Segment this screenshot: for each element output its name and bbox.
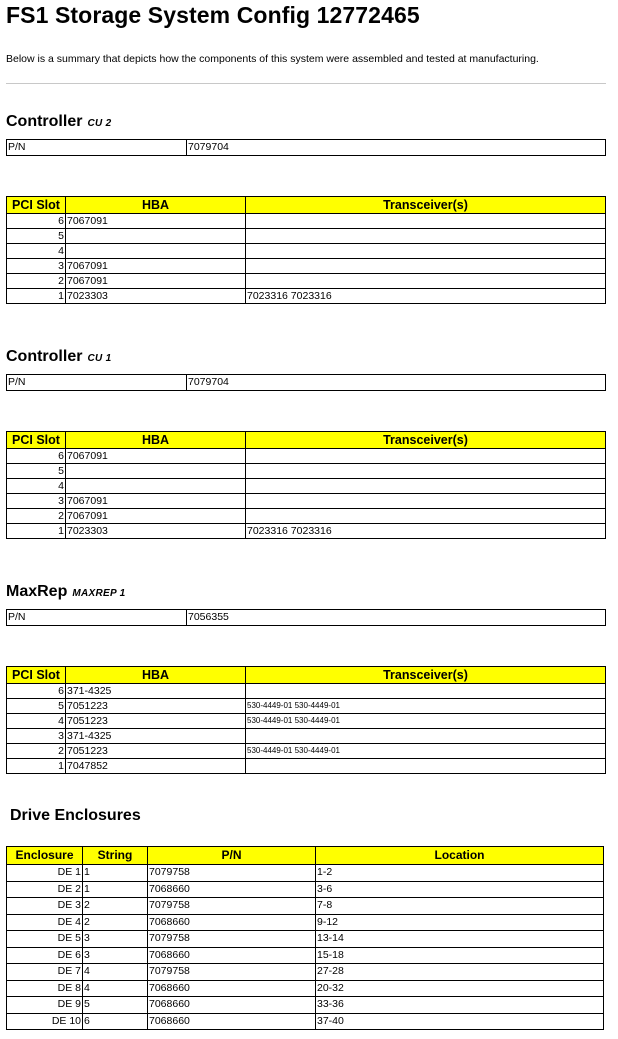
table-row	[7, 898, 604, 915]
location-cell: 33-36	[316, 997, 604, 1014]
section-title-controller-cu1	[6, 348, 111, 366]
section-sub: MAXREP 1	[72, 588, 126, 599]
pn-cell: 7068660	[148, 947, 316, 964]
transceiver-cell	[246, 729, 606, 744]
hba-cell: 7047852	[66, 759, 246, 774]
transceiver-cell: 530-4449-01 530-4449-01	[246, 714, 606, 729]
location-cell: 15-18	[316, 947, 604, 964]
section-sub: CU 2	[87, 118, 112, 129]
table-row	[7, 759, 606, 774]
transceiver-cell	[246, 464, 606, 479]
enclosure-cell: DE 9	[7, 997, 83, 1014]
slot-cell: 3	[7, 494, 66, 509]
string-cell: 6	[83, 1013, 148, 1030]
hba-cell: 7067091	[66, 274, 246, 289]
pn-value: 7079704	[187, 375, 606, 391]
pn-label: P/N	[7, 610, 187, 626]
table-row	[7, 881, 604, 898]
location-cell: 20-32	[316, 980, 604, 997]
location-cell: 3-6	[316, 881, 604, 898]
pn-label: P/N	[7, 140, 187, 156]
transceiver-cell	[246, 229, 606, 244]
slot-cell: 5	[7, 464, 66, 479]
table-row	[7, 259, 606, 274]
hba-cell: 7051223	[66, 699, 246, 714]
table-row	[7, 244, 606, 259]
hba-cell: 7067091	[66, 214, 246, 229]
enclosure-cell: DE 2	[7, 881, 83, 898]
drive-enclosures-table	[6, 846, 604, 1030]
string-cell: 1	[83, 881, 148, 898]
header-string: String	[83, 847, 148, 865]
table-row	[7, 980, 604, 997]
intro-text: Below is a summary that depicts how the components of this system were assembled and tested at manufacturing.	[6, 53, 539, 65]
pn-table-controller-cu1	[6, 374, 606, 391]
hba-cell: 7023303	[66, 289, 246, 304]
header-hba: HBA	[66, 432, 246, 449]
header-transceiver: Transceiver(s)	[246, 197, 606, 214]
pn-label: P/N	[7, 375, 187, 391]
string-cell: 3	[83, 931, 148, 948]
header-pci-slot: PCI Slot	[7, 667, 66, 684]
hba-cell	[66, 244, 246, 259]
table-row	[7, 509, 606, 524]
pn-value: 7056355	[187, 610, 606, 626]
slot-cell: 1	[7, 524, 66, 539]
slot-cell: 3	[7, 729, 66, 744]
slot-cell: 2	[7, 509, 66, 524]
slot-cell: 3	[7, 259, 66, 274]
header-transceiver: Transceiver(s)	[246, 667, 606, 684]
slot-cell: 5	[7, 699, 66, 714]
table-row	[7, 947, 604, 964]
table-header-row	[7, 847, 604, 865]
enclosure-cell: DE 8	[7, 980, 83, 997]
slot-cell: 6	[7, 684, 66, 699]
slot-cell: 4	[7, 714, 66, 729]
page-title: FS1 Storage System Config 12772465	[6, 2, 420, 28]
table-row	[7, 524, 606, 539]
header-pci-slot: PCI Slot	[7, 432, 66, 449]
pn-cell: 7079758	[148, 964, 316, 981]
header-hba: HBA	[66, 667, 246, 684]
enclosure-cell: DE 4	[7, 914, 83, 931]
table-row	[7, 375, 606, 391]
table-row	[7, 684, 606, 699]
string-cell: 2	[83, 914, 148, 931]
pn-value: 7079704	[187, 140, 606, 156]
hba-cell: 7067091	[66, 449, 246, 464]
transceiver-cell	[246, 759, 606, 774]
hba-cell: 7051223	[66, 744, 246, 759]
pn-cell: 7068660	[148, 914, 316, 931]
table-row	[7, 931, 604, 948]
table-row	[7, 449, 606, 464]
enclosure-cell: DE 5	[7, 931, 83, 948]
table-row	[7, 964, 604, 981]
header-enclosure: Enclosure	[7, 847, 83, 865]
table-row	[7, 464, 606, 479]
transceiver-cell	[246, 449, 606, 464]
header-transceiver: Transceiver(s)	[246, 432, 606, 449]
table-row	[7, 714, 606, 729]
table-row	[7, 289, 606, 304]
pn-cell: 7068660	[148, 1013, 316, 1030]
location-cell: 7-8	[316, 898, 604, 915]
table-row	[7, 699, 606, 714]
string-cell: 4	[83, 964, 148, 981]
table-row	[7, 865, 604, 882]
section-name: MaxRep	[6, 583, 68, 600]
transceiver-cell: 530-4449-01 530-4449-01	[246, 699, 606, 714]
hba-cell: 7067091	[66, 494, 246, 509]
header-pci-slot: PCI Slot	[7, 197, 66, 214]
table-row	[7, 494, 606, 509]
header-location: Location	[316, 847, 604, 865]
slot-cell: 2	[7, 274, 66, 289]
transceiver-cell	[246, 244, 606, 259]
location-cell: 1-2	[316, 865, 604, 882]
location-cell: 13-14	[316, 931, 604, 948]
table-row	[7, 229, 606, 244]
slot-cell: 4	[7, 244, 66, 259]
table-row	[7, 214, 606, 229]
section-name: Controller	[6, 348, 83, 365]
transceiver-cell: 530-4449-01 530-4449-01	[246, 744, 606, 759]
table-row	[7, 274, 606, 289]
table-header-row	[7, 197, 606, 214]
hba-cell: 371-4325	[66, 684, 246, 699]
pn-cell: 7068660	[148, 980, 316, 997]
table-header-row	[7, 667, 606, 684]
pn-table-maxrep	[6, 609, 606, 626]
slot-cell: 1	[7, 289, 66, 304]
hba-cell: 371-4325	[66, 729, 246, 744]
pci-table-maxrep	[6, 666, 606, 774]
transceiver-cell: 7023316 7023316	[246, 524, 606, 539]
header-hba: HBA	[66, 197, 246, 214]
transceiver-cell: 7023316 7023316	[246, 289, 606, 304]
pci-table-controller-cu1	[6, 431, 606, 539]
hba-cell	[66, 464, 246, 479]
transceiver-cell	[246, 259, 606, 274]
string-cell: 5	[83, 997, 148, 1014]
section-title-maxrep	[6, 583, 126, 601]
table-row	[7, 914, 604, 931]
section-name: Controller	[6, 113, 83, 130]
string-cell: 3	[83, 947, 148, 964]
pn-cell: 7079758	[148, 865, 316, 882]
location-cell: 37-40	[316, 1013, 604, 1030]
hba-cell: 7067091	[66, 509, 246, 524]
table-row	[7, 729, 606, 744]
section-title-drive-enclosures: Drive Enclosures	[10, 807, 141, 824]
slot-cell: 5	[7, 229, 66, 244]
enclosure-cell: DE 1	[7, 865, 83, 882]
section-sub: CU 1	[87, 353, 112, 364]
hba-cell	[66, 229, 246, 244]
string-cell: 4	[83, 980, 148, 997]
pn-cell: 7068660	[148, 881, 316, 898]
pn-table-controller-cu2	[6, 139, 606, 156]
transceiver-cell	[246, 684, 606, 699]
slot-cell: 1	[7, 759, 66, 774]
slot-cell: 6	[7, 449, 66, 464]
hba-cell: 7023303	[66, 524, 246, 539]
transceiver-cell	[246, 479, 606, 494]
table-row	[7, 744, 606, 759]
table-row	[7, 140, 606, 156]
hba-cell: 7067091	[66, 259, 246, 274]
section-title-controller-cu2	[6, 113, 111, 131]
hba-cell: 7051223	[66, 714, 246, 729]
table-row	[7, 610, 606, 626]
enclosure-cell: DE 10	[7, 1013, 83, 1030]
transceiver-cell	[246, 509, 606, 524]
string-cell: 1	[83, 865, 148, 882]
location-cell: 9-12	[316, 914, 604, 931]
header-pn: P/N	[148, 847, 316, 865]
location-cell: 27-28	[316, 964, 604, 981]
enclosure-cell: DE 6	[7, 947, 83, 964]
slot-cell: 4	[7, 479, 66, 494]
pn-cell: 7079758	[148, 931, 316, 948]
slot-cell: 2	[7, 744, 66, 759]
table-row	[7, 997, 604, 1014]
slot-cell: 6	[7, 214, 66, 229]
transceiver-cell	[246, 494, 606, 509]
transceiver-cell	[246, 274, 606, 289]
table-row	[7, 1013, 604, 1030]
divider	[6, 83, 606, 84]
table-header-row	[7, 432, 606, 449]
pci-table-controller-cu2	[6, 196, 606, 304]
pn-cell: 7068660	[148, 997, 316, 1014]
transceiver-cell	[246, 214, 606, 229]
hba-cell	[66, 479, 246, 494]
pn-cell: 7079758	[148, 898, 316, 915]
enclosure-cell: DE 3	[7, 898, 83, 915]
enclosure-cell: DE 7	[7, 964, 83, 981]
table-row	[7, 479, 606, 494]
string-cell: 2	[83, 898, 148, 915]
